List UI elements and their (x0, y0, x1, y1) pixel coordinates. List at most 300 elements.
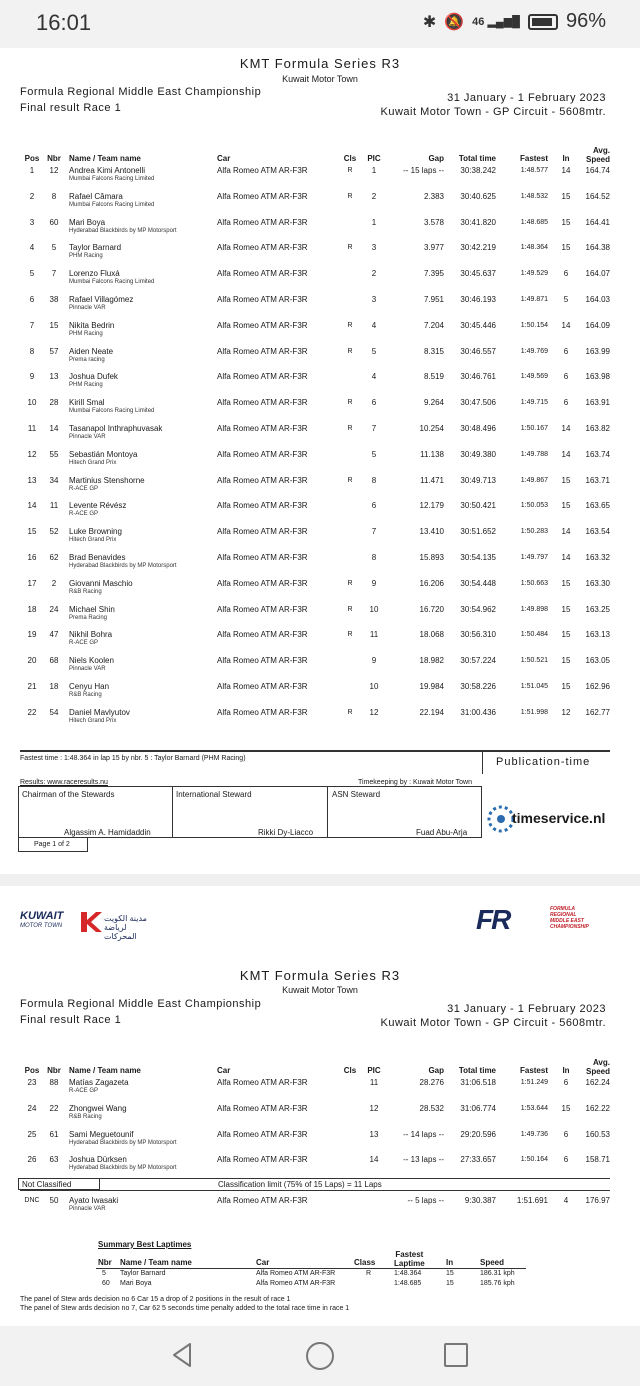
cell-nbr: 5 (51, 243, 57, 253)
cell-gap: 7.951 (423, 295, 444, 304)
cell-total: 30:57.224 (460, 656, 496, 666)
table-row (0, 1102, 640, 1128)
cell-total: 30:56.310 (460, 630, 496, 640)
cell-car: Alfa Romeo ATM AR-F3R (217, 320, 308, 330)
cell-total: 31:06.774 (460, 1103, 496, 1113)
cell-pic: 8 (371, 475, 377, 485)
cell-pic: 3 (371, 243, 377, 253)
dnc-row: DNC 50 Ayato Iwasaki Pinnacle VAR Alfa Romeo ATM AR-F3R -- 5 laps -- 9:30.387 1:51.691 4 176.97 (24, 1196, 610, 1212)
cell-name: Martinius Stenshorne (69, 475, 145, 485)
cell-gap: 18.068 (419, 630, 444, 640)
table-row (0, 654, 640, 680)
cell-pos: 4 (29, 243, 35, 253)
cell-nbr: 24 (49, 604, 59, 614)
cell-name: Joshua Dufek (69, 372, 118, 382)
cell-car: Alfa Romeo ATM AR-F3R (217, 372, 308, 382)
kuwait-logo-arabic: مدينة الكويت لرياضة المحركات (104, 914, 147, 941)
cell-team: Pinnacle VAR (69, 305, 106, 311)
cell-car: Alfa Romeo ATM AR-F3R (217, 346, 308, 356)
cell-nbr: 54 (49, 707, 59, 717)
cell-pos: 8 (29, 346, 35, 356)
cell-speed: 164.52 (585, 191, 610, 201)
cell-name: Levente Révész (69, 501, 127, 511)
cell-total: 31:00.436 (460, 707, 496, 717)
cell-gap: 22.194 (419, 707, 444, 717)
cell-pos: 13 (27, 475, 37, 485)
chairman-name: Algassim A. Hamidaddin (64, 828, 151, 837)
table-row (0, 628, 640, 654)
cell-pos: 15 (27, 527, 37, 537)
cell-pos: 20 (27, 656, 37, 666)
cell-gap: 11.471 (420, 475, 444, 485)
cell-total: 30:41.820 (460, 217, 496, 227)
battery-icon (528, 14, 558, 30)
cell-gap: 16.720 (419, 604, 444, 614)
cell-nbr: 22 (49, 1103, 59, 1113)
cell-in: 15 (561, 578, 571, 588)
cell-fastest: 1:49.867 (520, 476, 548, 484)
cell-pos: 21 (27, 682, 37, 691)
cell-gap: 7.204 (423, 320, 444, 330)
cell-pic: 4 (371, 372, 377, 382)
cell-speed: 163.05 (585, 656, 610, 666)
cell-cls: R (347, 476, 353, 484)
timekeeping: Timekeeping by : Kuwait Motor Town (358, 779, 472, 786)
cell-pos: 12 (27, 449, 37, 459)
cell-team: Hyderabad Blackbirds by MP Motorsport (69, 227, 177, 234)
cell-fastest: 1:50.167 (520, 425, 548, 432)
cell-pos: 19 (27, 630, 37, 640)
cell-car: Alfa Romeo ATM AR-F3R (217, 1155, 308, 1165)
cell-pos: 9 (29, 372, 35, 382)
cell-in: 5 (563, 295, 569, 304)
steward-note-1: The panel of Stew ards decision no 6 Car 15 a drop of 2 positions in the result of race 1 (20, 1296, 291, 1303)
cell-pic: 3 (371, 295, 377, 304)
cell-gap: 7.395 (423, 269, 444, 279)
not-classified-box (18, 1178, 100, 1190)
cell-pic: 1 (371, 166, 377, 175)
col-pic: PIC (367, 154, 381, 163)
cell-team: R-ACE GP (69, 485, 99, 492)
cell-pic: 11 (369, 1078, 379, 1087)
back-icon[interactable] (170, 1342, 196, 1368)
best-cell-name: Taylor Barnard (120, 1270, 166, 1277)
cell-name: Giovanni Maschio (69, 578, 133, 588)
cell-fastest: 1:49.797 (520, 554, 548, 561)
table-row (0, 345, 640, 371)
table-row (0, 680, 640, 706)
cell-total: 30:54.448 (460, 578, 496, 588)
cell-car: Alfa Romeo ATM AR-F3R (217, 166, 308, 175)
cell-nbr: 55 (49, 449, 59, 459)
cell-pos: 2 (29, 191, 35, 201)
cell-pos: 18 (27, 604, 37, 614)
cell-gap: 3.977 (423, 243, 444, 253)
cell-car: Alfa Romeo ATM AR-F3R (217, 707, 308, 717)
intl-steward-name: Rikki Dy-Liacco (258, 828, 314, 837)
cell-name: Niels Koolen (69, 656, 114, 666)
cell-car: Alfa Romeo ATM AR-F3R (217, 398, 308, 408)
cell-car: Alfa Romeo ATM AR-F3R (217, 527, 308, 537)
cell-pos: 10 (27, 398, 37, 408)
cell-pos: 6 (29, 295, 35, 304)
cell-car: Alfa Romeo ATM AR-F3R (217, 630, 308, 640)
cell-pic: 9 (371, 656, 377, 666)
cell-name: Sebastián Montoya (69, 449, 138, 459)
cell-fastest: 1:48.685 (520, 218, 548, 226)
cell-speed: 163.13 (585, 630, 610, 640)
cell-in: 14 (561, 424, 571, 433)
cell-pic: 4 (371, 320, 377, 330)
status-icons (423, 10, 606, 33)
cell-in: 6 (563, 1155, 569, 1165)
cell-nbr: 28 (49, 398, 59, 408)
cell-name: Joshua Dürksen (69, 1155, 127, 1165)
cell-name: Cenyu Han (69, 682, 110, 691)
cell-fastest: 1:49.529 (520, 270, 548, 278)
cell-car: Alfa Romeo ATM AR-F3R (217, 578, 308, 588)
cell-in: 14 (561, 449, 571, 459)
home-icon[interactable] (306, 1342, 334, 1370)
cell-team: Pinnacle VAR (69, 434, 106, 440)
cell-name: Aiden Neate (69, 346, 114, 356)
cell-in: 6 (563, 269, 569, 279)
col-total: Total time (458, 154, 496, 163)
cell-total: 30:49.713 (460, 475, 496, 485)
cell-pic: 5 (371, 449, 377, 459)
classification-limit: Classification limit (75% of 15 Laps) = 11 Laps (218, 1180, 382, 1189)
cell-fastest: 1:50.521 (520, 657, 548, 665)
cell-speed: 163.65 (585, 501, 610, 511)
best-laps-title: Summary Best Laptimes (98, 1240, 192, 1249)
page2-session: Final result Race 1 (20, 1014, 122, 1026)
cell-in: 15 (561, 243, 571, 253)
fr-logo-sub: FORMULA REGIONAL MIDDLE EAST CHAMPIONSHIP (550, 906, 589, 930)
cell-in: 6 (563, 398, 569, 408)
cell-total: 30:46.557 (460, 346, 496, 356)
cell-in: 12 (561, 707, 571, 717)
cell-nbr: 11 (49, 501, 59, 511)
cell-name: Kirill Smal (69, 398, 105, 408)
col-car: Car (217, 154, 231, 163)
cell-gap: 2.383 (423, 191, 444, 201)
cell-speed: 162.24 (585, 1078, 610, 1087)
cell-fastest: 1:49.769 (520, 347, 548, 355)
cell-total: 30:42.219 (460, 243, 496, 253)
table-row (0, 164, 640, 190)
publication-time: Publication-time (496, 756, 591, 768)
nc-rule-bottom (20, 1190, 610, 1191)
cell-fastest: 1:50.484 (520, 631, 548, 639)
cell-cls: R (347, 631, 353, 639)
cell-total: 30:50.421 (460, 501, 496, 511)
cell-fastest: 1:48.364 (520, 244, 548, 252)
cell-fastest: 1:51.998 (520, 708, 548, 716)
event-dates: 31 January - 1 February 2023 (447, 92, 606, 104)
cell-nbr: 34 (49, 475, 59, 485)
cell-name: Andrea Kimi Antonelli (69, 166, 146, 175)
cell-in: 15 (561, 475, 571, 485)
cell-total: 30:54.962 (460, 604, 496, 614)
table-row (0, 474, 640, 500)
circuit: Kuwait Motor Town - GP Circuit - 5608mtr. (380, 106, 606, 118)
cell-fastest: 1:50.154 (520, 321, 548, 329)
cell-fastest: 1:51.045 (520, 683, 548, 690)
table-row (0, 422, 640, 448)
col-in: In (562, 154, 570, 163)
kuwait-k-icon (78, 910, 102, 934)
best-cell-lap: 1:48.685 (394, 1280, 422, 1287)
cell-name: Michael Shin (69, 604, 115, 614)
cell-gap: 28.532 (419, 1103, 444, 1113)
table-row (0, 319, 640, 345)
best-cell-speed: 185.76 kph (480, 1280, 515, 1287)
kuwait-motor-town-logo (20, 910, 160, 941)
cell-name: Rafael Câmara (69, 191, 123, 201)
results-link[interactable]: Results: www.raceresults.nu (20, 779, 108, 786)
cell-name: Taylor Barnard (69, 243, 122, 253)
cell-cls: R (347, 192, 353, 200)
col-fastest: Fastest (519, 154, 548, 163)
cell-team: Mumbai Falcons Racing Limited (69, 279, 155, 286)
table-row (0, 267, 640, 293)
table-row (0, 1128, 640, 1154)
cell-total: 30:49.380 (460, 449, 496, 459)
cell-team: Hitech Grand Prix (69, 537, 117, 544)
best-lap-row (96, 1270, 526, 1280)
cell-in: 6 (563, 1078, 569, 1087)
cell-in: 15 (561, 191, 571, 201)
table-row (0, 577, 640, 603)
cell-total: 30:51.652 (460, 527, 496, 537)
cell-nbr: 62 (49, 553, 59, 562)
cell-in: 14 (561, 166, 571, 175)
cell-nbr: 8 (51, 191, 57, 201)
best-cell-name: Mari Boya (120, 1280, 152, 1287)
cell-speed: 164.41 (585, 217, 610, 227)
cell-speed: 163.98 (585, 372, 610, 382)
navigation-bar (0, 1326, 640, 1386)
cell-speed: 162.22 (585, 1103, 610, 1113)
cell-car: Alfa Romeo ATM AR-F3R (217, 656, 308, 666)
table-header (0, 144, 640, 164)
table-row (0, 1153, 640, 1179)
table-row (0, 706, 640, 732)
cell-fastest: 1:48.532 (520, 192, 548, 200)
cell-cls: R (347, 579, 353, 587)
cell-team: R-ACE GP (69, 511, 99, 518)
cell-car: Alfa Romeo ATM AR-F3R (217, 1103, 308, 1113)
cell-name: Tasanapol Inthraphuvasak (69, 424, 163, 433)
cell-team: Mumbai Falcons Racing Limited (69, 201, 155, 208)
cell-name: Lorenzo Fluxá (69, 269, 120, 279)
best-cell-car: Alfa Romeo ATM AR-F3R (256, 1270, 336, 1277)
col-gap: Gap (428, 154, 444, 163)
cell-team: R&B Racing (69, 588, 102, 595)
cell-pos: 23 (27, 1078, 37, 1087)
cell-nbr: 2 (51, 578, 57, 588)
cell-pos: 3 (29, 217, 35, 227)
cell-speed: 164.09 (585, 320, 610, 330)
best-laps-rule (96, 1268, 526, 1269)
table-row (0, 499, 640, 525)
cell-total: 30:38.242 (460, 166, 496, 175)
col-pos: Pos (24, 154, 40, 163)
cell-nbr: 15 (49, 320, 59, 330)
cell-in: 14 (561, 320, 571, 330)
cell-total: 31:06.518 (460, 1078, 496, 1087)
cell-in: 14 (561, 527, 571, 537)
cell-team: Hyderabad Blackbirds by MP Motorsport (69, 1165, 177, 1172)
best-cell-nbr: 5 (102, 1270, 106, 1277)
cell-cls: R (347, 244, 353, 252)
cell-pic: 6 (371, 398, 377, 408)
clock: 16:01 (36, 10, 92, 35)
best-cell-car: Alfa Romeo ATM AR-F3R (256, 1280, 336, 1287)
cell-fastest: 1:49.898 (520, 605, 548, 613)
cell-fastest: 1:51.249 (520, 1079, 548, 1086)
recents-icon[interactable] (444, 1343, 468, 1367)
page2-table-header: Pos Nbr Name / Team name Car Cls PIC Gap Total time Fastest In Avg. Speed (24, 1058, 610, 1076)
col-nbr: Nbr (47, 154, 61, 163)
status-bar (0, 0, 640, 48)
page2-title: KMT Formula Series R3 (239, 968, 401, 983)
cell-total: 30:45.446 (460, 320, 496, 330)
cell-total: 30:58.226 (460, 682, 496, 691)
mute-icon: 🔕 (444, 13, 465, 31)
cell-total: 30:45.637 (460, 269, 496, 279)
cell-pos: 25 (27, 1129, 37, 1139)
cell-pic: 1 (371, 217, 377, 227)
cell-gap: 3.578 (423, 217, 444, 227)
cell-in: 15 (561, 656, 571, 666)
cell-pic: 9 (371, 578, 377, 588)
cell-nbr: 68 (49, 656, 59, 666)
timeservice-text: timeservice.nl (512, 810, 606, 826)
championship: Formula Regional Middle East Championship (20, 86, 262, 98)
cell-gap: 13.410 (419, 527, 444, 537)
cell-fastest: 1:50.053 (520, 502, 548, 510)
cell-in: 6 (563, 346, 569, 356)
cell-pos: 11 (27, 424, 37, 433)
col-speed: Avg. Speed (585, 146, 610, 164)
table-row (0, 370, 640, 396)
cell-speed: 164.74 (585, 166, 610, 175)
cell-team: Hitech Grand Prix (69, 459, 117, 466)
cell-gap: 8.519 (423, 372, 444, 382)
cell-car: Alfa Romeo ATM AR-F3R (217, 604, 308, 614)
cell-total: 27:33.657 (460, 1155, 496, 1165)
cell-speed: 164.38 (585, 243, 610, 253)
frmec-logo (476, 902, 606, 938)
cell-car: Alfa Romeo ATM AR-F3R (217, 295, 308, 304)
best-cell-cls: R (366, 1270, 372, 1277)
cell-speed: 163.74 (585, 449, 610, 459)
cell-in: 14 (561, 553, 571, 562)
cell-name: Nikita Bedrin (69, 320, 115, 330)
cell-name: Matías Zagazeta (69, 1078, 129, 1087)
cell-gap: -- 15 laps -- (403, 166, 444, 175)
cell-cls: R (347, 347, 353, 355)
cell-in: 15 (561, 501, 571, 511)
cell-pic: 7 (371, 424, 377, 433)
cell-nbr: 60 (49, 217, 59, 227)
fastest-time-note: Fastest time : 1:48.364 in lap 15 by nbr. 5 : Taylor Barnard (PHM Racing) (20, 755, 246, 762)
cell-cls: R (347, 321, 353, 329)
cell-total: 30:40.625 (460, 191, 496, 201)
page2-dates: 31 January - 1 February 2023 (447, 1003, 606, 1015)
cell-gap: 15.893 (419, 553, 444, 562)
asn-steward-name: Fuad Abu-Arja (416, 828, 468, 837)
cell-car: Alfa Romeo ATM AR-F3R (217, 682, 308, 691)
cell-team: Hyderabad Blackbirds by MP Motorsport (69, 1139, 177, 1146)
cell-car: Alfa Romeo ATM AR-F3R (217, 217, 308, 227)
cell-total: 30:54.135 (460, 553, 496, 562)
table-row (0, 293, 640, 319)
cell-gap: -- 13 laps -- (403, 1155, 444, 1165)
cell-fastest: 1:49.569 (520, 373, 548, 381)
signal-icon: 46 ▂▄▆█ (472, 16, 520, 28)
cell-team: Hitech Grand Prix (69, 717, 117, 724)
cell-team: PHM Racing (69, 330, 103, 337)
cell-pic: 14 (369, 1155, 379, 1165)
asn-steward-label: ASN Steward (332, 790, 381, 799)
cell-gap: 11.138 (420, 449, 444, 459)
cell-car: Alfa Romeo ATM AR-F3R (217, 1129, 308, 1139)
cell-in: 6 (563, 372, 569, 382)
page2-circuit: Kuwait Motor Town - GP Circuit - 5608mtr. (380, 1017, 606, 1029)
table-row (0, 448, 640, 474)
cell-team: R&B Racing (69, 692, 102, 698)
bluetooth-icon: ✱ (422, 13, 437, 31)
cell-nbr: 7 (51, 269, 57, 279)
cell-speed: 160.53 (585, 1129, 610, 1139)
cell-total: 29:20.596 (460, 1129, 496, 1139)
session-title: Final result Race 1 (20, 102, 122, 114)
cell-total: 30:47.506 (460, 398, 496, 408)
cell-name: Nikhil Bohra (69, 630, 113, 640)
cell-team: R-ACE GP (69, 640, 99, 647)
cell-speed: 162.96 (585, 682, 610, 691)
cell-nbr: 18 (49, 682, 59, 691)
cell-cls: R (347, 708, 353, 716)
cell-in: 15 (561, 682, 571, 691)
cell-total: 30:46.761 (460, 372, 496, 382)
cell-gap: 18.982 (419, 656, 444, 666)
cell-in: 6 (563, 1129, 569, 1139)
cell-car: Alfa Romeo ATM AR-F3R (217, 243, 308, 253)
cell-speed: 163.25 (585, 604, 610, 614)
cell-name: Brad Benavides (69, 553, 126, 562)
cell-speed: 163.54 (585, 527, 610, 537)
cell-nbr: 57 (49, 346, 59, 356)
cell-speed: 163.30 (585, 578, 610, 588)
timeservice-logo (486, 802, 610, 838)
cell-team: PHM Racing (69, 253, 103, 260)
cell-speed: 163.99 (585, 346, 610, 356)
cell-pos: 24 (27, 1103, 37, 1113)
cell-team: R&B Racing (69, 1113, 102, 1120)
cell-car: Alfa Romeo ATM AR-F3R (217, 449, 308, 459)
chairman-label: Chairman of the Stewards (22, 790, 115, 799)
table-row (0, 396, 640, 422)
cell-pos: 5 (29, 269, 35, 279)
cell-cls: R (347, 425, 353, 432)
cell-pic: 12 (369, 707, 379, 717)
cell-team: Pinnacle VAR (69, 666, 106, 673)
cell-pos: 16 (27, 553, 37, 562)
cell-car: Alfa Romeo ATM AR-F3R (217, 269, 308, 279)
